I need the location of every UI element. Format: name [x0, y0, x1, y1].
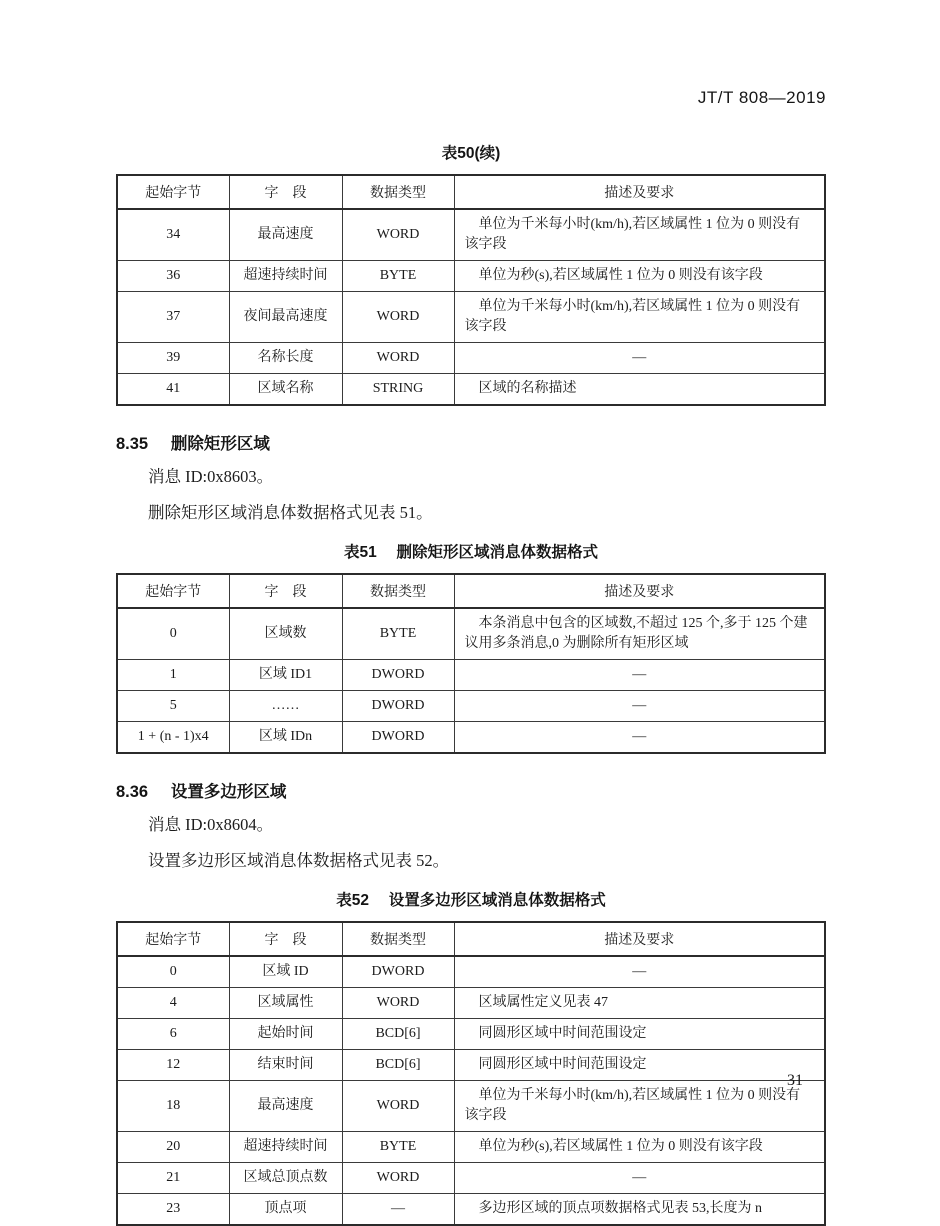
- cell-description: 单位为千米每小时(km/h),若区域属性 1 位为 0 则没有该字段: [454, 209, 825, 261]
- table50-title: [116, 141, 826, 163]
- table-row: [117, 209, 825, 261]
- table-row: [117, 691, 825, 722]
- table-row: [117, 1050, 825, 1081]
- table-row: [117, 608, 825, 660]
- cell-start-byte: 4: [117, 988, 229, 1019]
- table52-title: [116, 888, 826, 910]
- table52-header-row: [117, 922, 825, 956]
- cell-data-type: —: [342, 1194, 454, 1226]
- cell-description: —: [454, 722, 825, 754]
- cell-data-type: DWORD: [342, 691, 454, 722]
- cell-description: 单位为千米每小时(km/h),若区域属性 1 位为 0 则没有该字段: [454, 292, 825, 343]
- cell-field: 区域 ID: [229, 956, 342, 988]
- cell-field: 区域数: [229, 608, 342, 660]
- column-header-start-byte: 起始字节: [117, 574, 229, 608]
- column-header-start-byte: 起始字节: [117, 922, 229, 956]
- column-header-data-type: 数据类型: [342, 175, 454, 209]
- cell-field: 起始时间: [229, 1019, 342, 1050]
- page-content: [116, 0, 826, 1226]
- table-row: [117, 722, 825, 754]
- cell-data-type: WORD: [342, 292, 454, 343]
- cell-field: 超速持续时间: [229, 1132, 342, 1163]
- cell-field: 区域 ID1: [229, 660, 342, 691]
- cell-field: 名称长度: [229, 343, 342, 374]
- cell-data-type: WORD: [342, 343, 454, 374]
- cell-start-byte: 0: [117, 608, 229, 660]
- table51: [116, 573, 826, 754]
- cell-description: —: [454, 956, 825, 988]
- cell-field: 最高速度: [229, 209, 342, 261]
- table51-title-label: 表51: [343, 544, 377, 561]
- column-header-start-byte: 起始字节: [117, 175, 229, 209]
- table-row: [117, 374, 825, 406]
- cell-description: 单位为秒(s),若区域属性 1 位为 0 则没有该字段: [454, 1132, 825, 1163]
- column-header-description: 描述及要求: [454, 175, 825, 209]
- cell-data-type: WORD: [342, 1081, 454, 1132]
- cell-data-type: WORD: [342, 1163, 454, 1194]
- cell-data-type: WORD: [342, 988, 454, 1019]
- column-header-description: 描述及要求: [454, 574, 825, 608]
- cell-start-byte: 0: [117, 956, 229, 988]
- cell-description: 同圆形区域中时间范围设定: [454, 1019, 825, 1050]
- section-number: 8.35: [116, 435, 149, 453]
- paragraph-table-ref: 删除矩形区域消息体数据格式见表 51。: [148, 503, 433, 522]
- section-number: 8.36: [116, 783, 149, 801]
- column-header-field: 字 段: [229, 922, 342, 956]
- cell-start-byte: 37: [117, 292, 229, 343]
- paragraph-table-ref: 设置多边形区域消息体数据格式见表 52。: [148, 851, 450, 870]
- cell-field: 顶点项: [229, 1194, 342, 1226]
- cell-data-type: WORD: [342, 209, 454, 261]
- table-row: [117, 343, 825, 374]
- table-row: [117, 1132, 825, 1163]
- table52: [116, 921, 826, 1226]
- cell-description: —: [454, 660, 825, 691]
- cell-field: 最高速度: [229, 1081, 342, 1132]
- table51-title-text: 删除矩形区域消息体数据格式: [396, 544, 599, 561]
- paragraph-message-id: 消息 ID:0x8604。: [148, 815, 274, 834]
- page-number: 31: [787, 1072, 803, 1089]
- cell-description: 区域属性定义见表 47: [454, 988, 825, 1019]
- column-header-field: 字 段: [229, 175, 342, 209]
- cell-data-type: DWORD: [342, 722, 454, 754]
- table-row: [117, 660, 825, 691]
- column-header-data-type: 数据类型: [342, 922, 454, 956]
- table-row: [117, 1163, 825, 1194]
- cell-field: ……: [229, 691, 342, 722]
- column-header-description: 描述及要求: [454, 922, 825, 956]
- cell-data-type: DWORD: [342, 660, 454, 691]
- table50-title-label: 表50(续): [441, 145, 501, 162]
- cell-start-byte: 1: [117, 660, 229, 691]
- section-heading-8-35: [116, 430, 826, 454]
- cell-start-byte: 23: [117, 1194, 229, 1226]
- column-header-field: 字 段: [229, 574, 342, 608]
- cell-start-byte: 20: [117, 1132, 229, 1163]
- table52-title-label: 表52: [336, 892, 369, 909]
- cell-start-byte: 18: [117, 1081, 229, 1132]
- paragraph-message-id: 消息 ID:0x8603。: [148, 467, 274, 486]
- table50-header-row: [117, 175, 825, 209]
- cell-description: —: [454, 691, 825, 722]
- cell-start-byte: 34: [117, 209, 229, 261]
- table52-title-text: 设置多边形区域消息体数据格式: [388, 892, 606, 909]
- table51-header-row: [117, 574, 825, 608]
- table-row: [117, 988, 825, 1019]
- table-row: [117, 261, 825, 292]
- cell-data-type: BYTE: [342, 1132, 454, 1163]
- cell-field: 结束时间: [229, 1050, 342, 1081]
- cell-description: 单位为秒(s),若区域属性 1 位为 0 则没有该字段: [454, 261, 825, 292]
- section-title: 设置多边形区域: [170, 783, 287, 801]
- cell-description: 区域的名称描述: [454, 374, 825, 406]
- cell-field: 区域名称: [229, 374, 342, 406]
- standard-code: JT/T 808—2019: [697, 88, 826, 107]
- table-row: [117, 1019, 825, 1050]
- cell-start-byte: 12: [117, 1050, 229, 1081]
- cell-field: 夜间最高速度: [229, 292, 342, 343]
- cell-start-byte: 41: [117, 374, 229, 406]
- cell-data-type: BYTE: [342, 261, 454, 292]
- table-row: [117, 1081, 825, 1132]
- cell-start-byte: 21: [117, 1163, 229, 1194]
- cell-description: 同圆形区域中时间范围设定: [454, 1050, 825, 1081]
- table-row: [117, 956, 825, 988]
- cell-start-byte: 1 + (n - 1)x4: [117, 722, 229, 754]
- cell-start-byte: 6: [117, 1019, 229, 1050]
- cell-description: 本条消息中包含的区域数,不超过 125 个,多于 125 个建议用多条消息,0 为删除所有矩形区域: [454, 608, 825, 660]
- table50: [116, 174, 826, 406]
- cell-data-type: BYTE: [342, 608, 454, 660]
- cell-field: 区域总顶点数: [229, 1163, 342, 1194]
- section-heading-8-36: [116, 778, 826, 802]
- cell-description: —: [454, 1163, 825, 1194]
- cell-start-byte: 5: [117, 691, 229, 722]
- cell-start-byte: 36: [117, 261, 229, 292]
- cell-field: 超速持续时间: [229, 261, 342, 292]
- cell-description: 单位为千米每小时(km/h),若区域属性 1 位为 0 则没有该字段: [454, 1081, 825, 1132]
- cell-field: 区域属性: [229, 988, 342, 1019]
- table-row: [117, 1194, 825, 1226]
- cell-data-type: DWORD: [342, 956, 454, 988]
- section-title: 删除矩形区域: [170, 435, 270, 453]
- column-header-data-type: 数据类型: [342, 574, 454, 608]
- cell-data-type: BCD[6]: [342, 1050, 454, 1081]
- cell-field: 区域 IDn: [229, 722, 342, 754]
- cell-description: —: [454, 343, 825, 374]
- table51-title: [116, 540, 826, 562]
- table-row: [117, 292, 825, 343]
- cell-description: 多边形区域的顶点项数据格式见表 53,长度为 n: [454, 1194, 825, 1226]
- cell-start-byte: 39: [117, 343, 229, 374]
- cell-data-type: STRING: [342, 374, 454, 406]
- cell-data-type: BCD[6]: [342, 1019, 454, 1050]
